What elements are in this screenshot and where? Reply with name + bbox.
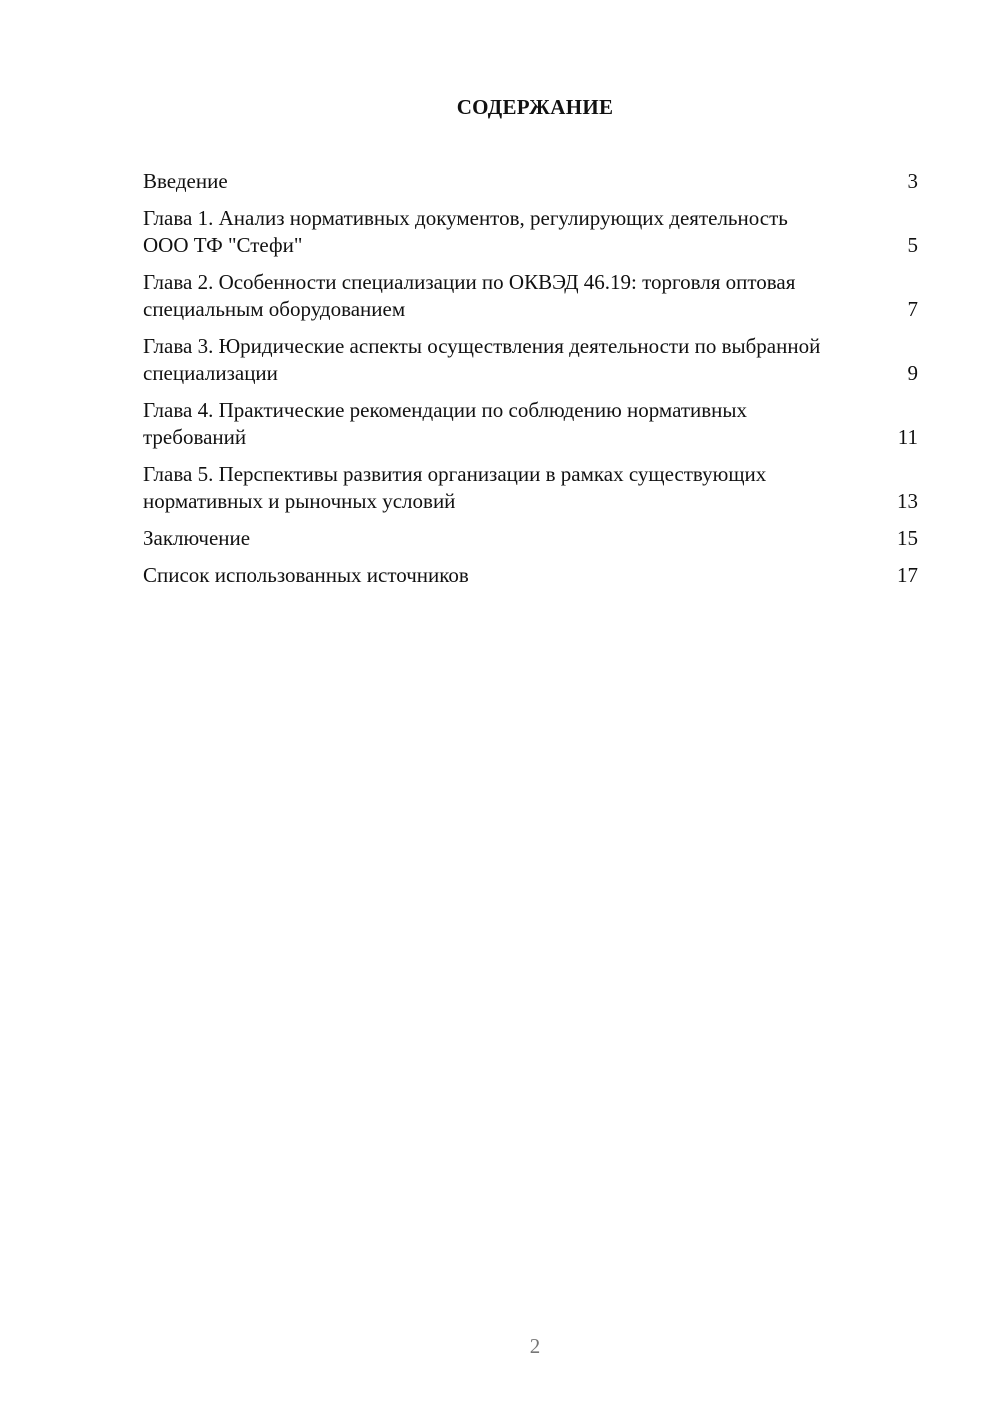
toc-entry-text: Глава 3. Юридические аспекты осуществления деятельности по выбранной специализации [143, 334, 821, 385]
toc-entry-chapter-5 [143, 461, 918, 515]
toc-entry-chapter-1 [143, 205, 918, 259]
toc-entry-page: 17 [897, 563, 918, 587]
toc-entry-page: 13 [897, 489, 918, 513]
toc-entry-text: Глава 1. Анализ нормативных документов, регулирующих деятельность ООО ТФ "Стефи" [143, 206, 788, 257]
toc-entry-chapter-3 [143, 333, 918, 387]
toc-entry-text: Заключение [143, 526, 251, 550]
toc-entry-page: 7 [907, 297, 918, 321]
toc-entry-text: Введение [143, 169, 228, 193]
toc-entry-page: 15 [897, 526, 918, 550]
toc-entry-text: Глава 4. Практические рекомендации по соблюдению нормативных требований [143, 398, 748, 449]
toc-entry-chapter-4 [143, 397, 918, 451]
toc-entry-text: Список использованных источников [143, 563, 469, 587]
toc-entry-page: 11 [897, 425, 918, 449]
toc-entry-text: Глава 2. Особенности специализации по ОКВЭД 46.19: торговля оптовая специальным оборудованием [143, 270, 796, 321]
toc-entry-page: 5 [907, 233, 918, 257]
toc-entry-page: 3 [907, 169, 918, 193]
toc-entry-references [143, 562, 918, 589]
toc-entry-chapter-2 [143, 269, 918, 323]
toc-entry-page: 9 [907, 361, 918, 385]
page-number: 2 [529, 1334, 541, 1358]
toc-entry-conclusion [143, 525, 918, 552]
toc-title: СОДЕРЖАНИЕ [456, 95, 614, 119]
table-of-contents [143, 168, 918, 599]
toc-entry-introduction [143, 168, 918, 195]
toc-entry-text: Глава 5. Перспективы развития организации в рамках существующих нормативных и рыночных условий [143, 462, 767, 513]
